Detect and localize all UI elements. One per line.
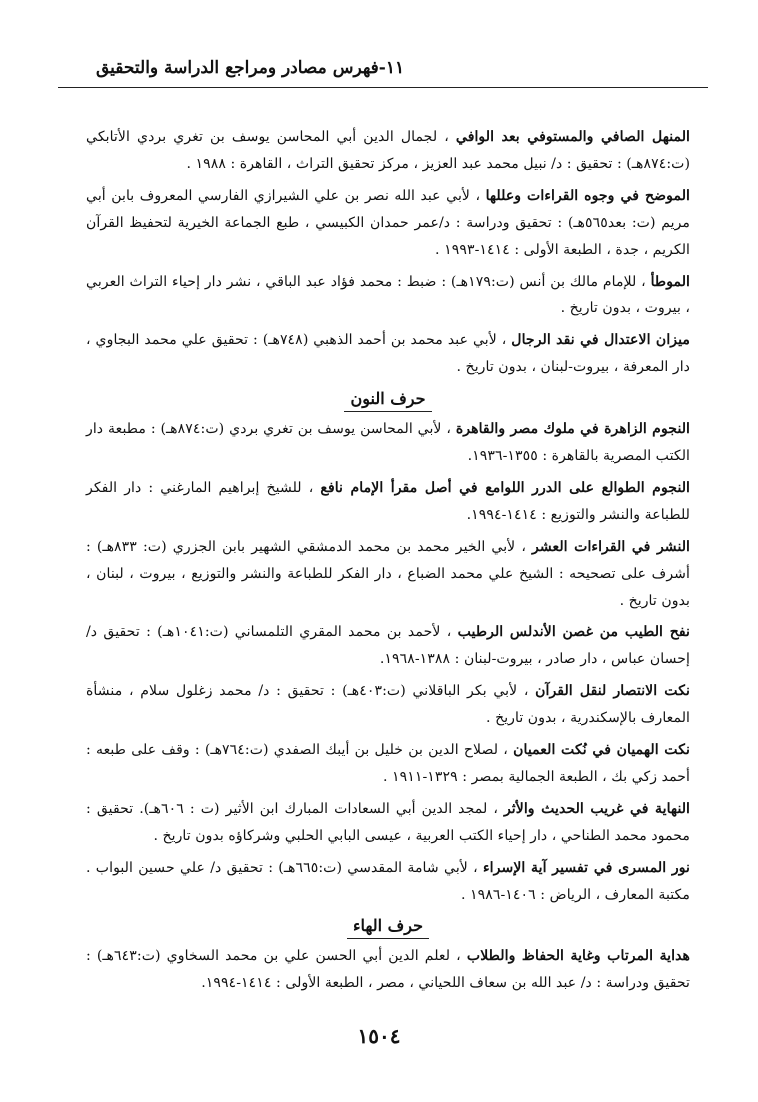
entry-title: المنهل الصافي والمستوفي بعد الوافي xyxy=(455,129,690,145)
entry-title: النهاية في غريب الحديث والأثر xyxy=(503,800,690,817)
entry-details: ، لعلم الدين أبي الحسن علي بن محمد السخاوي (ت:٦٤٣هـ) : تحقيق ودراسة : د/ عبد الله بن سعاف اللحياني ، مصر ، الطبعة الأولى : ١٤١٤-١٩٩٤. xyxy=(86,948,690,992)
entry-title: نكت الهميان في نُكت العميان xyxy=(513,742,690,759)
bibliography-entry xyxy=(86,619,690,673)
bibliography-entry xyxy=(86,183,690,264)
bibliography-entry xyxy=(86,943,690,997)
bibliography-entry xyxy=(86,124,690,178)
bibliography-entry xyxy=(86,855,690,909)
entry-title: نور المسرى في تفسير آية الإسراء xyxy=(483,859,690,876)
entry-details: ، لأبي الخير محمد بن محمد الدمشقي الشهير بابن الجزري (ت: ٨٣٣هـ) : أشرف على تصحيحه : الشيخ علي محمد الضباع ، دار الفكر للطباعة والنشر والتوزيع ، بيروت ، لبنان ، بدون تاريخ . xyxy=(86,538,690,609)
running-header: ١١-فهرس مصادر ومراجع الدراسة والتحقيق xyxy=(96,58,405,78)
bibliography-list xyxy=(86,124,690,1002)
entry-details: ، لصلاح الدين بن خليل بن أيبك الصفدي (ت:٧٦٤هـ) : وقف على طبعه : أحمد زكي بك ، الطبعة الجمالية بمصر : ١٣٢٩-١٩١١ . xyxy=(86,742,690,785)
bibliography-entry xyxy=(86,534,690,615)
entry-title: نكت الانتصار لنقل القرآن xyxy=(535,683,690,700)
entry-title: النجوم الطوالع على الدرر اللوامع في أصل مقرأ الإمام نافع xyxy=(320,479,690,496)
entry-details: ، لأبي عبد محمد بن أحمد الذهبي (٧٤٨هـ) : تحقيق علي محمد البجاوي ، دار المعرفة ، بيروت-لبنان ، بدون تاريخ . xyxy=(86,332,690,376)
entry-title: هداية المرتاب وغاية الحفاظ والطلاب xyxy=(466,948,690,965)
entry-details: ، لأحمد بن محمد المقري التلمساني (ت:١٠٤١هـ) : تحقيق د/إحسان عباس ، دار صادر ، بيروت-لبنان : ١٣٨٨-١٩٦٨. xyxy=(86,624,690,668)
entry-title: نفح الطيب من غصن الأندلس الرطيب xyxy=(457,624,690,641)
bibliography-entry xyxy=(86,796,690,850)
page-number: ١٥٠٤ xyxy=(357,1024,401,1048)
entry-title: النجوم الزاهرة في ملوك مصر والقاهرة xyxy=(455,421,690,438)
header-rule xyxy=(58,87,708,88)
entry-title: الموضح في وجوه القراءات وعللها xyxy=(485,187,690,204)
section-heading-nun: حرف النون xyxy=(86,386,690,413)
entry-details: ، لجمال الدين أبي المحاسن يوسف بن تغري بردي الأتابكي (ت:٨٧٤هـ) : تحقيق : د/ نبيل محمد عبد العزيز ، مركز تحقيق التراث ، القاهرة : ١٩٨٨ . xyxy=(86,129,690,172)
bibliography-entry xyxy=(86,327,690,381)
entry-title: ميزان الاعتدال في نقد الرجال xyxy=(511,332,690,349)
entry-details: ، لأبي بكر الباقلاني (ت:٤٠٣هـ) : تحقيق : د/ محمد زغلول سلام ، منشأة المعارف بالإسكندرية ، بدون تاريخ . xyxy=(86,683,690,727)
bibliography-entry xyxy=(86,416,690,470)
bibliography-entry xyxy=(86,678,690,732)
section-heading-ha: حرف الهاء xyxy=(86,913,690,940)
bibliography-entry xyxy=(86,475,690,529)
entry-details: ، لمجد الدين أبي السعادات المبارك ابن الأثير (ت : ٦٠٦هـ). تحقيق : محمود محمد الطناحي ، دار إحياء الكتب العربية ، عيسى البابي الحلبي وشركاؤه بدون تاريخ . xyxy=(86,800,690,844)
entry-title: النشر في القراءات العشر xyxy=(532,538,690,555)
entry-title: الموطأ xyxy=(650,273,690,290)
bibliography-entry xyxy=(86,269,690,323)
entry-details: ، لأبي المحاسن يوسف بن تغري بردي (ت:٨٧٤هـ) : مطبعة دار الكتب المصرية بالقاهرة : ١٣٥٥-١٩٣٦. xyxy=(86,421,690,464)
entry-details: ، لأبي شامة المقدسي (ت:٦٦٥هـ) : تحقيق د/ علي حسين البواب . مكتبة المعارف ، الرياض : ١٤٠٦-١٩٨٦ . xyxy=(86,859,690,903)
bibliography-entry xyxy=(86,737,690,791)
entry-details: ، لأبي عبد الله نصر بن علي الشيرازي الفارسي المعروف بابن أبي مريم (ت: بعد٥٦٥هـ) : تحقيق ودراسة : د/عمر حمدان الكبيسي ، طبع الجماعة الخيرية لتحفيظ القرآن الكريم ، جدة ، الطبعة الأولى : ١٤١٤-١٩٩٣ . xyxy=(86,187,691,258)
entry-details: ، للإمام مالك بن أنس (ت:١٧٩هـ) : ضبط : محمد فؤاد عبد الباقي ، نشر دار إحياء التراث العربي ، بيروت ، بدون تاريخ . xyxy=(86,273,690,317)
entry-details: ، للشيخ إبراهيم المارغني : دار الفكر للطباعة والنشر والتوزيع : ١٤١٤-١٩٩٤. xyxy=(86,479,690,523)
